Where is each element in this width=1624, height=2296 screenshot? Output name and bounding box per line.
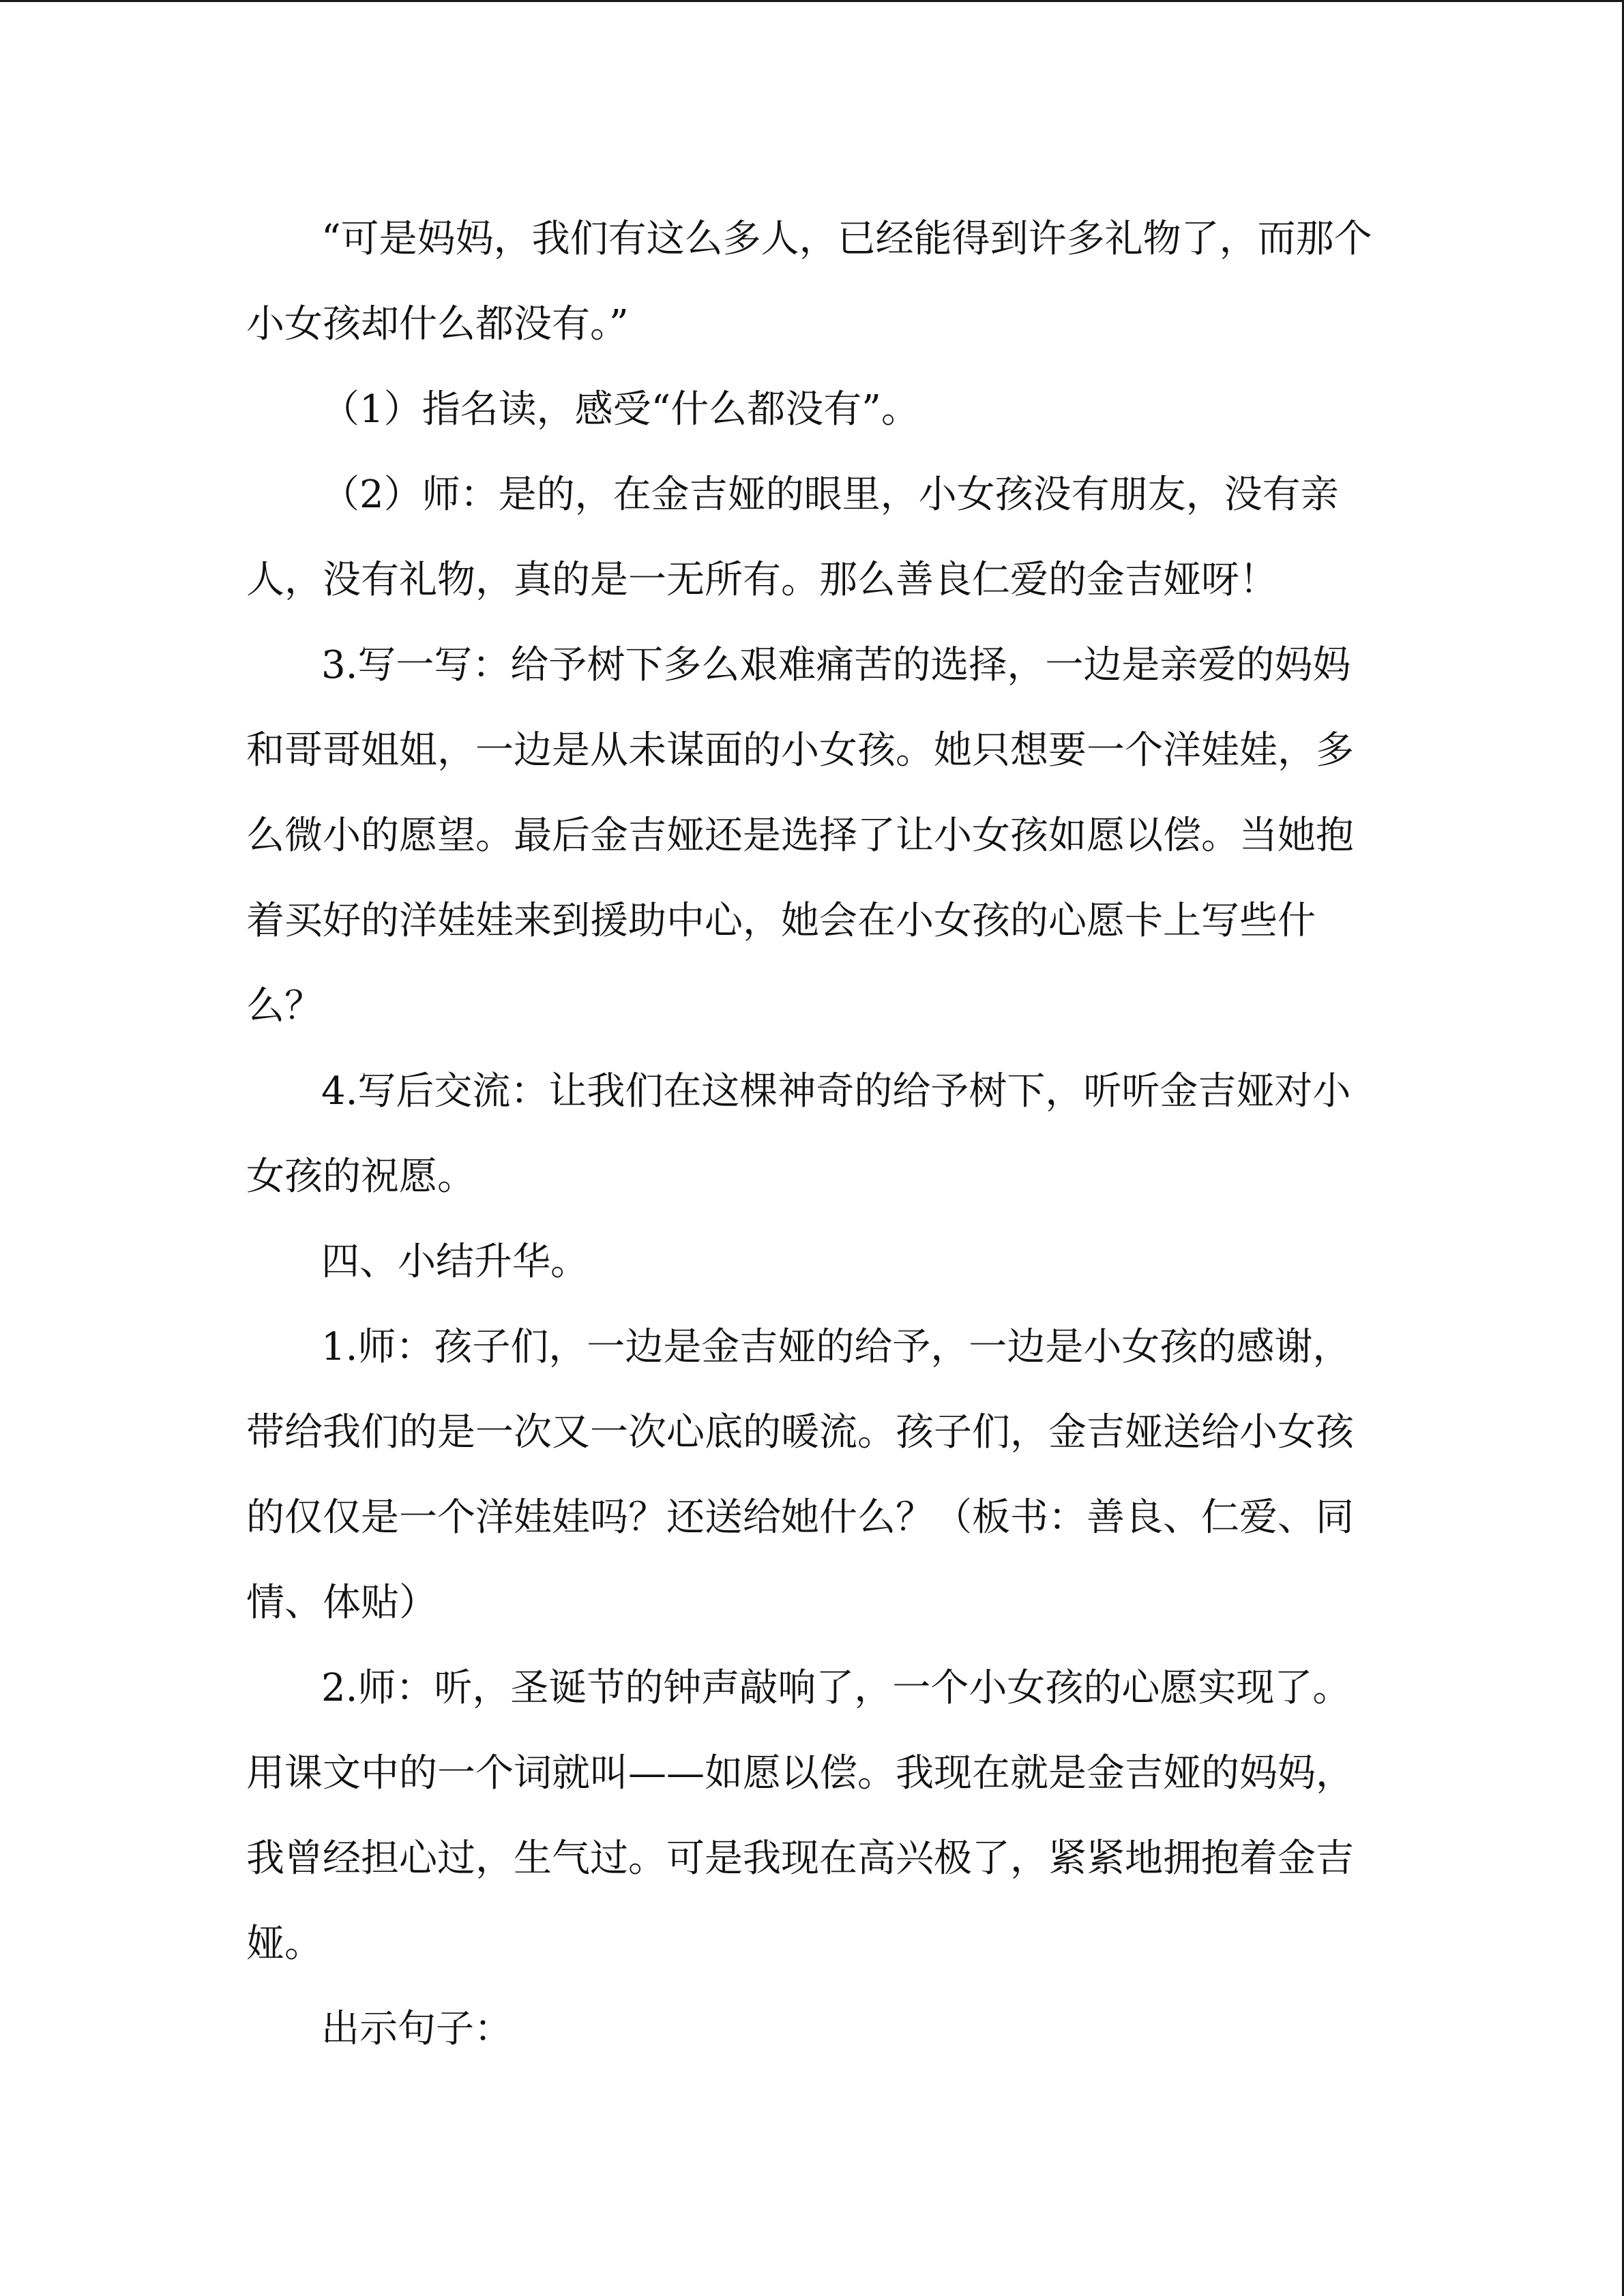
paragraph-write (246, 623, 1542, 1049)
text-line: （1）指名读，感受“什么都没有”。 (321, 387, 919, 432)
text-line: 娅。 (246, 1922, 323, 1966)
page-border-top (0, 0, 1624, 2)
text-line: 女孩的祝愿。 (246, 1154, 475, 1199)
text-line: 小女孩却什么都没有。” (246, 302, 629, 346)
text-line: 用课文中的一个词就叫——如愿以偿。我现在就是金吉娅的妈妈， (246, 1751, 1354, 1795)
text-line: 2.师：听，圣诞节的钟声敲响了，一个小女孩的心愿实现了。 (321, 1666, 1351, 1710)
text-line: 么？ (246, 984, 323, 1028)
text-line: 情、体贴） (246, 1581, 437, 1625)
text-line: 4.写后交流：让我们在这棵神奇的给予树下，听听金吉娅对小 (321, 1069, 1351, 1114)
section-heading (246, 1219, 1542, 1304)
text-line: 四、小结升华。 (321, 1240, 589, 1284)
text-line: 和哥哥姐姐，一边是从未谋面的小女孩。她只想要一个洋娃娃，多 (246, 728, 1354, 773)
text-line: （2）师：是的，在金吉娅的眼里，小女孩没有朋友，没有亲 (321, 473, 1339, 517)
paragraph-quote (246, 196, 1542, 367)
text-line: 的仅仅是一个洋娃娃吗？还送给她什么？（板书：善良、仁爱、同 (246, 1495, 1354, 1540)
text-line: 人，没有礼物，真的是一无所有。那么善良仁爱的金吉娅呀！ (246, 558, 1278, 602)
paragraph-exchange (246, 1049, 1542, 1219)
text-line: 1.师：孩子们，一边是金吉娅的给予，一边是小女孩的感谢， (321, 1325, 1351, 1369)
document-body (246, 196, 1542, 2072)
paragraph-step-2 (246, 452, 1542, 623)
text-line: 3.写一写：给予树下多么艰难痛苦的选择，一边是亲爱的妈妈 (321, 643, 1351, 687)
text-line: 着买好的洋娃娃来到援助中心，她会在小女孩的心愿卡上写些什 (246, 899, 1316, 943)
text-line: 带给我们的是一次又一次心底的暖流。孩子们，金吉娅送给小女孩 (246, 1410, 1354, 1455)
text-line: “可是妈妈，我们有这么多人，已经能得到许多礼物了，而那个 (321, 217, 1372, 261)
paragraph-summary-1 (246, 1304, 1542, 1645)
text-line: 我曾经担心过，生气过。可是我现在高兴极了，紧紧地拥抱着金吉 (246, 1836, 1354, 1881)
paragraph-step-1 (246, 367, 1542, 452)
text-line: 么微小的愿望。最后金吉娅还是选择了让小女孩如愿以偿。当她抱 (246, 814, 1354, 858)
paragraph-show-sentence (246, 1986, 1542, 2072)
text-line: 出示句子： (321, 2007, 512, 2051)
paragraph-summary-2 (246, 1645, 1542, 1986)
